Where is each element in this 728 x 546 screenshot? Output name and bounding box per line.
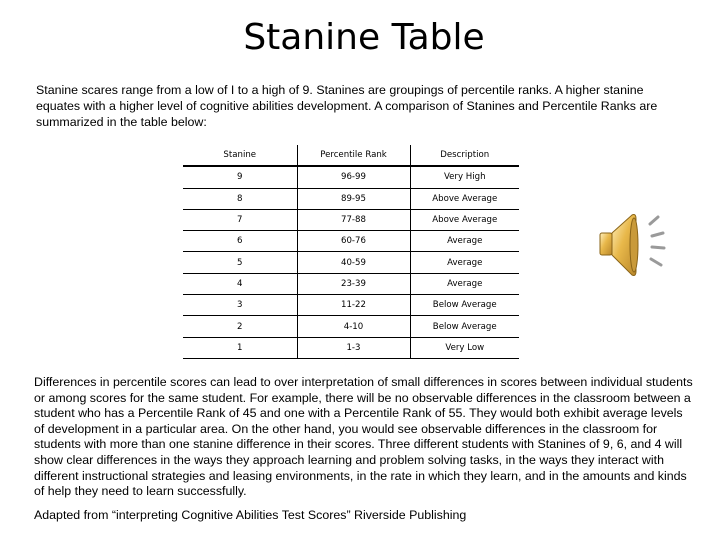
percentile-cell: 1-3 — [297, 337, 410, 358]
stanine-cell: 1 — [183, 337, 297, 358]
stanine-cell: 2 — [183, 316, 297, 337]
description-cell: Above Average — [410, 209, 519, 230]
stanine-table — [183, 145, 519, 359]
body-paragraph: Differences in percentile scores can lead to over interpretation of small differences in scores between individual students or among scores for the same student. For example, there will be no observable differences in the classroom between a student who has a Percentile Rank of 45 and one with a Percentile Rank of 55. They would both exhibit average levels of development in a particular area. On the other hand, you would see observable differences in the classroom for students with more than one stanine difference in their scores. Three different students with Stanines of 9, 6, and 4 will show clear differences in the ways they approach learning and problem solving tasks, in the ways they interact with different instructional strategies and leasing environments, in the rate in which they learn, and in the amounts and kinds of help they need to learn successfully. — [34, 375, 693, 499]
percentile-cell: 4-10 — [297, 316, 410, 337]
speaker-icon[interactable] — [596, 205, 668, 285]
description-cell: Average — [410, 273, 519, 294]
table-row — [183, 252, 519, 273]
percentile-cell: 60-76 — [297, 231, 410, 252]
speaker-box — [600, 233, 612, 255]
table-row — [183, 166, 519, 188]
percentile-cell: 40-59 — [297, 252, 410, 273]
percentile-cell: 11-22 — [297, 295, 410, 316]
column-header-percentile-rank: Percentile Rank — [297, 145, 410, 166]
stanine-cell: 3 — [183, 295, 297, 316]
column-header-description: Description — [410, 145, 519, 166]
table-row — [183, 273, 519, 294]
description-cell: Above Average — [410, 188, 519, 209]
speaker-rim — [630, 218, 638, 272]
description-cell: Very Low — [410, 337, 519, 358]
description-cell: Average — [410, 231, 519, 252]
description-cell: Average — [410, 252, 519, 273]
table-header-row — [183, 145, 519, 166]
intro-paragraph: Stanine scares range from a low of I to a high of 9. Stanines are groupings of percentile ranks. A higher stanine equates with a higher level of cognitive abilities development. A comparison of Stanines and Percentile Ranks are summarized in the table below: — [36, 83, 658, 129]
stanine-cell: 4 — [183, 273, 297, 294]
table-row — [183, 337, 519, 358]
percentile-cell: 77-88 — [297, 209, 410, 230]
column-header-stanine: Stanine — [183, 145, 297, 166]
description-cell: Very High — [410, 166, 519, 188]
table-row — [183, 209, 519, 230]
sound-waves — [650, 217, 664, 265]
stanine-cell: 6 — [183, 231, 297, 252]
stanine-cell: 7 — [183, 209, 297, 230]
table-row — [183, 295, 519, 316]
page-title: Stanine Table — [243, 17, 485, 58]
description-cell: Below Average — [410, 316, 519, 337]
description-cell: Below Average — [410, 295, 519, 316]
percentile-cell: 96-99 — [297, 166, 410, 188]
table-row — [183, 316, 519, 337]
source-credit: Adapted from “interpreting Cognitive Abilities Test Scores” Riverside Publishing — [34, 508, 467, 522]
stanine-cell: 9 — [183, 166, 297, 188]
stanine-cell: 8 — [183, 188, 297, 209]
percentile-cell: 89-95 — [297, 188, 410, 209]
percentile-cell: 23-39 — [297, 273, 410, 294]
table-row — [183, 231, 519, 252]
table-row — [183, 188, 519, 209]
stanine-cell: 5 — [183, 252, 297, 273]
